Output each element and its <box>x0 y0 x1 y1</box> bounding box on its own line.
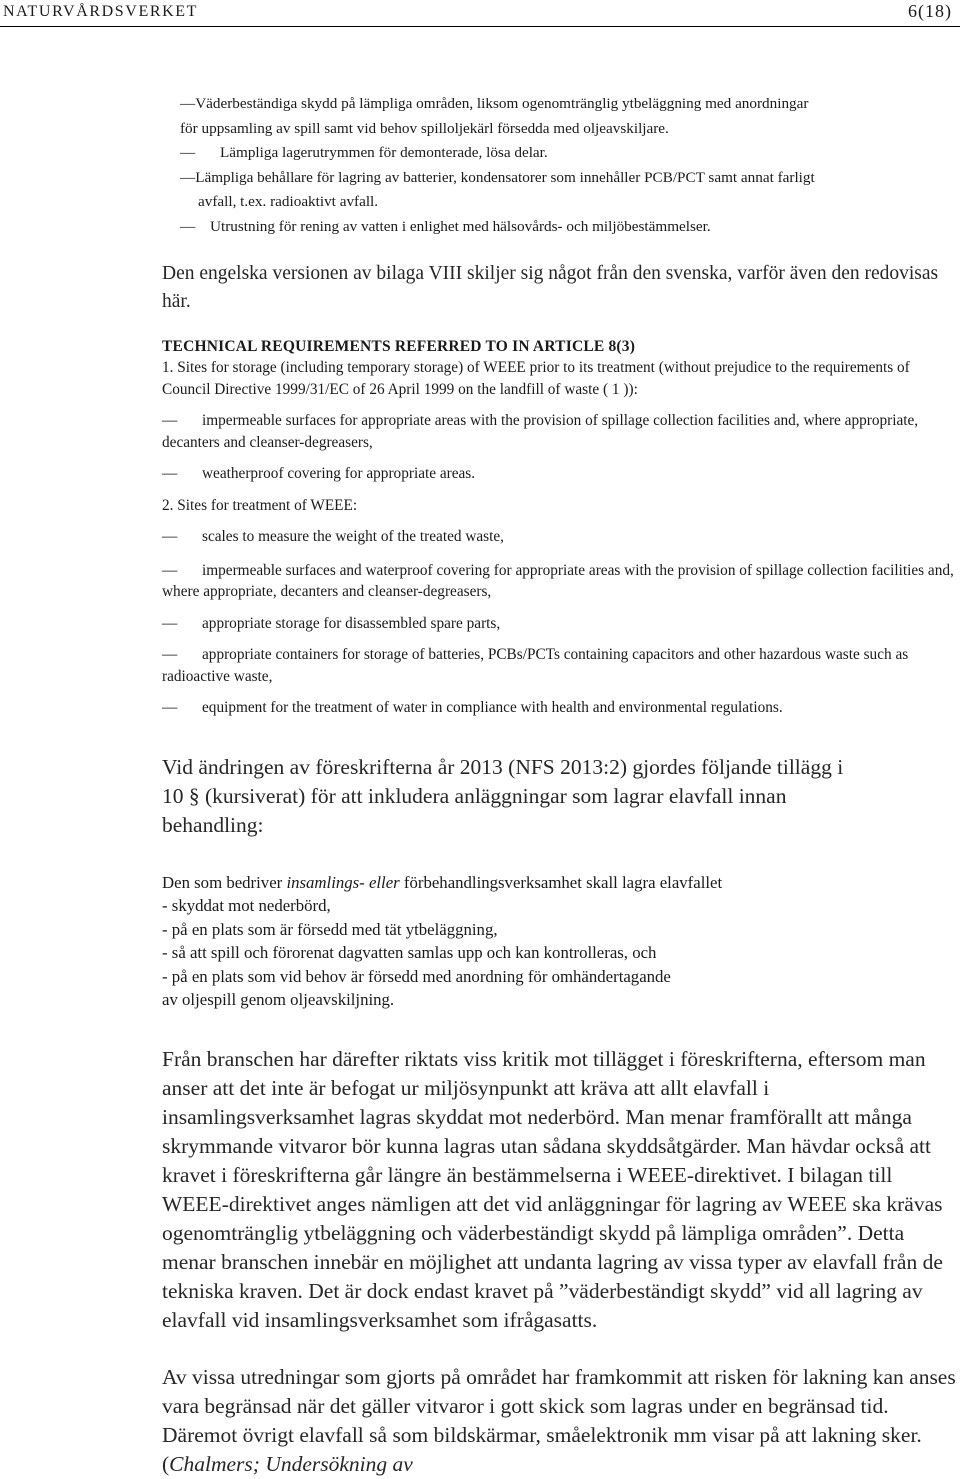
list-item: — Utrustning för rening av vatten i enlighet med hälsovårds- och miljöbestämmelser. <box>180 217 711 235</box>
list-item: — scales to measure the weight of the treated waste, <box>162 528 504 545</box>
list-item-continuation: för uppsamling av spill samt vid behov spilloljekärl försedda med oljeavskiljare. <box>180 119 669 137</box>
list-item: — appropriate containers for storage of batteries, PCBs/PCTs containing capacitors and other hazardous waste such as radioactive waste, <box>162 646 909 685</box>
list-item: - så att spill och förorenat dagvatten samlas upp och kan kontrolleras, och <box>162 943 657 962</box>
list-item: - skyddat mot nederbörd, <box>162 896 331 915</box>
english-version-note: Den engelska versionen av bilaga VIII skiljer sig något från den svenska, varför även den redovisas här. <box>162 263 939 312</box>
list-item: — impermeable surfaces for appropriate areas with the provision of spillage collection facilities and, where appropriate, decanters and cleanser-degreasers, <box>162 412 919 451</box>
list-item-continuation: av oljespill genom oljeavskiljning. <box>162 990 395 1009</box>
regulation-text <box>162 871 957 1012</box>
list-item: — appropriate storage for disassembled spare parts, <box>162 614 501 632</box>
point1-intro: 1. Sites for storage (including temporary storage) of WEEE prior to its treatment (without prejudice to the requirements of Council Directive 1999/31/EC of 26 April 1999 on the landfill of waste ( 1 )): <box>162 359 910 398</box>
list-item: — equipment for the treatment of water in compliance with health and environmental regulations. <box>162 699 783 716</box>
list-item: — weatherproof covering for appropriate areas. <box>162 465 476 482</box>
list-item: - på en plats som är försedd med tät ytbeläggning, <box>162 919 498 939</box>
regulation-intro: Den som bedriver insamlings- eller förbehandlingsverksamhet skall lagra elavfallet <box>162 872 723 892</box>
page-content <box>162 92 957 1479</box>
criticism-paragraph: Från branschen har därefter riktats viss kritik mot tillägget i föreskrifterna, eftersom man anser att det inte är befogat ur miljösynpunkt att kräva att allt elavfall i insamlingsverksamhet lagras skyddat mot nederbörd. Man menar framförallt att många skrymmande vitvaror bör kunna lagras utan sådana skyddsåtgärder. Man hävdar också att kravet i föreskrifterna går längre än bestämmelserna i WEEE-direktivet. I bilagan till WEEE-direktivet anges nämligen att det vid anläggningar för lagring av WEEE ska krävas ogenomtränglig ytbeläggning och väderbeständigt skydd på lämpliga områden”. Detta menar branschen innebär en möjlighet att undanta lagring av vissa typer av elavfall från de tekniska kraven. Det är dock endast kravet på ”väderbeständigt skydd” vid all lagring av elavfall vid insamlingsverksamhet som ifrågasatts. <box>162 1046 943 1332</box>
page-header <box>0 0 960 27</box>
list-item: —Väderbeständiga skydd på lämpliga områden, liksom ogenomtränglig ytbeläggning med anordningar <box>180 95 809 112</box>
swedish-requirements-list <box>162 92 957 239</box>
list-item: - på en plats som vid behov är försedd med anordning för omhändertagande <box>162 966 671 986</box>
investigation-paragraph: Av vissa utredningar som gjorts på området har framkommit att risken för lakning kan anses vara begränsad när det gäller vitvaror i gott skick som lagras under en begränsad tid. Däremot övrigt elavfall så som bildskärmar, småelektronik mm visar på att lakning sker. (Chalmers; Undersökning av <box>162 1364 956 1476</box>
list-item: — impermeable surfaces and waterproof covering for appropriate areas with the provision of spillage collection facilities and, where appropriate, decanters and cleanser-degreasers, <box>162 561 954 600</box>
change-note: Vid ändringen av föreskrifterna år 2013 (NFS 2013:2) gjordes följande tillägg i 10 § (kursiverat) för att inkludera anläggningar som lagrar elavfall innan behandling: <box>162 754 844 837</box>
list-item: —Lämpliga behållare för lagring av batterier, kondensatorer som innehåller PCB/PCT samt annat farligt <box>180 168 815 186</box>
organization-name: NATURVÅRDSVERKET <box>3 3 198 20</box>
english-requirements <box>162 357 957 719</box>
english-section-heading: TECHNICAL REQUIREMENTS REFERRED TO IN ARTICLE 8(3) <box>162 338 636 355</box>
point2-intro: 2. Sites for treatment of WEEE: <box>162 496 358 514</box>
list-item-continuation: avfall, t.ex. radioaktivt avfall. <box>198 193 379 210</box>
list-item: — Lämpliga lagerutrymmen för demonterade, lösa delar. <box>180 144 548 161</box>
page-number: 6(18) <box>908 1 952 21</box>
